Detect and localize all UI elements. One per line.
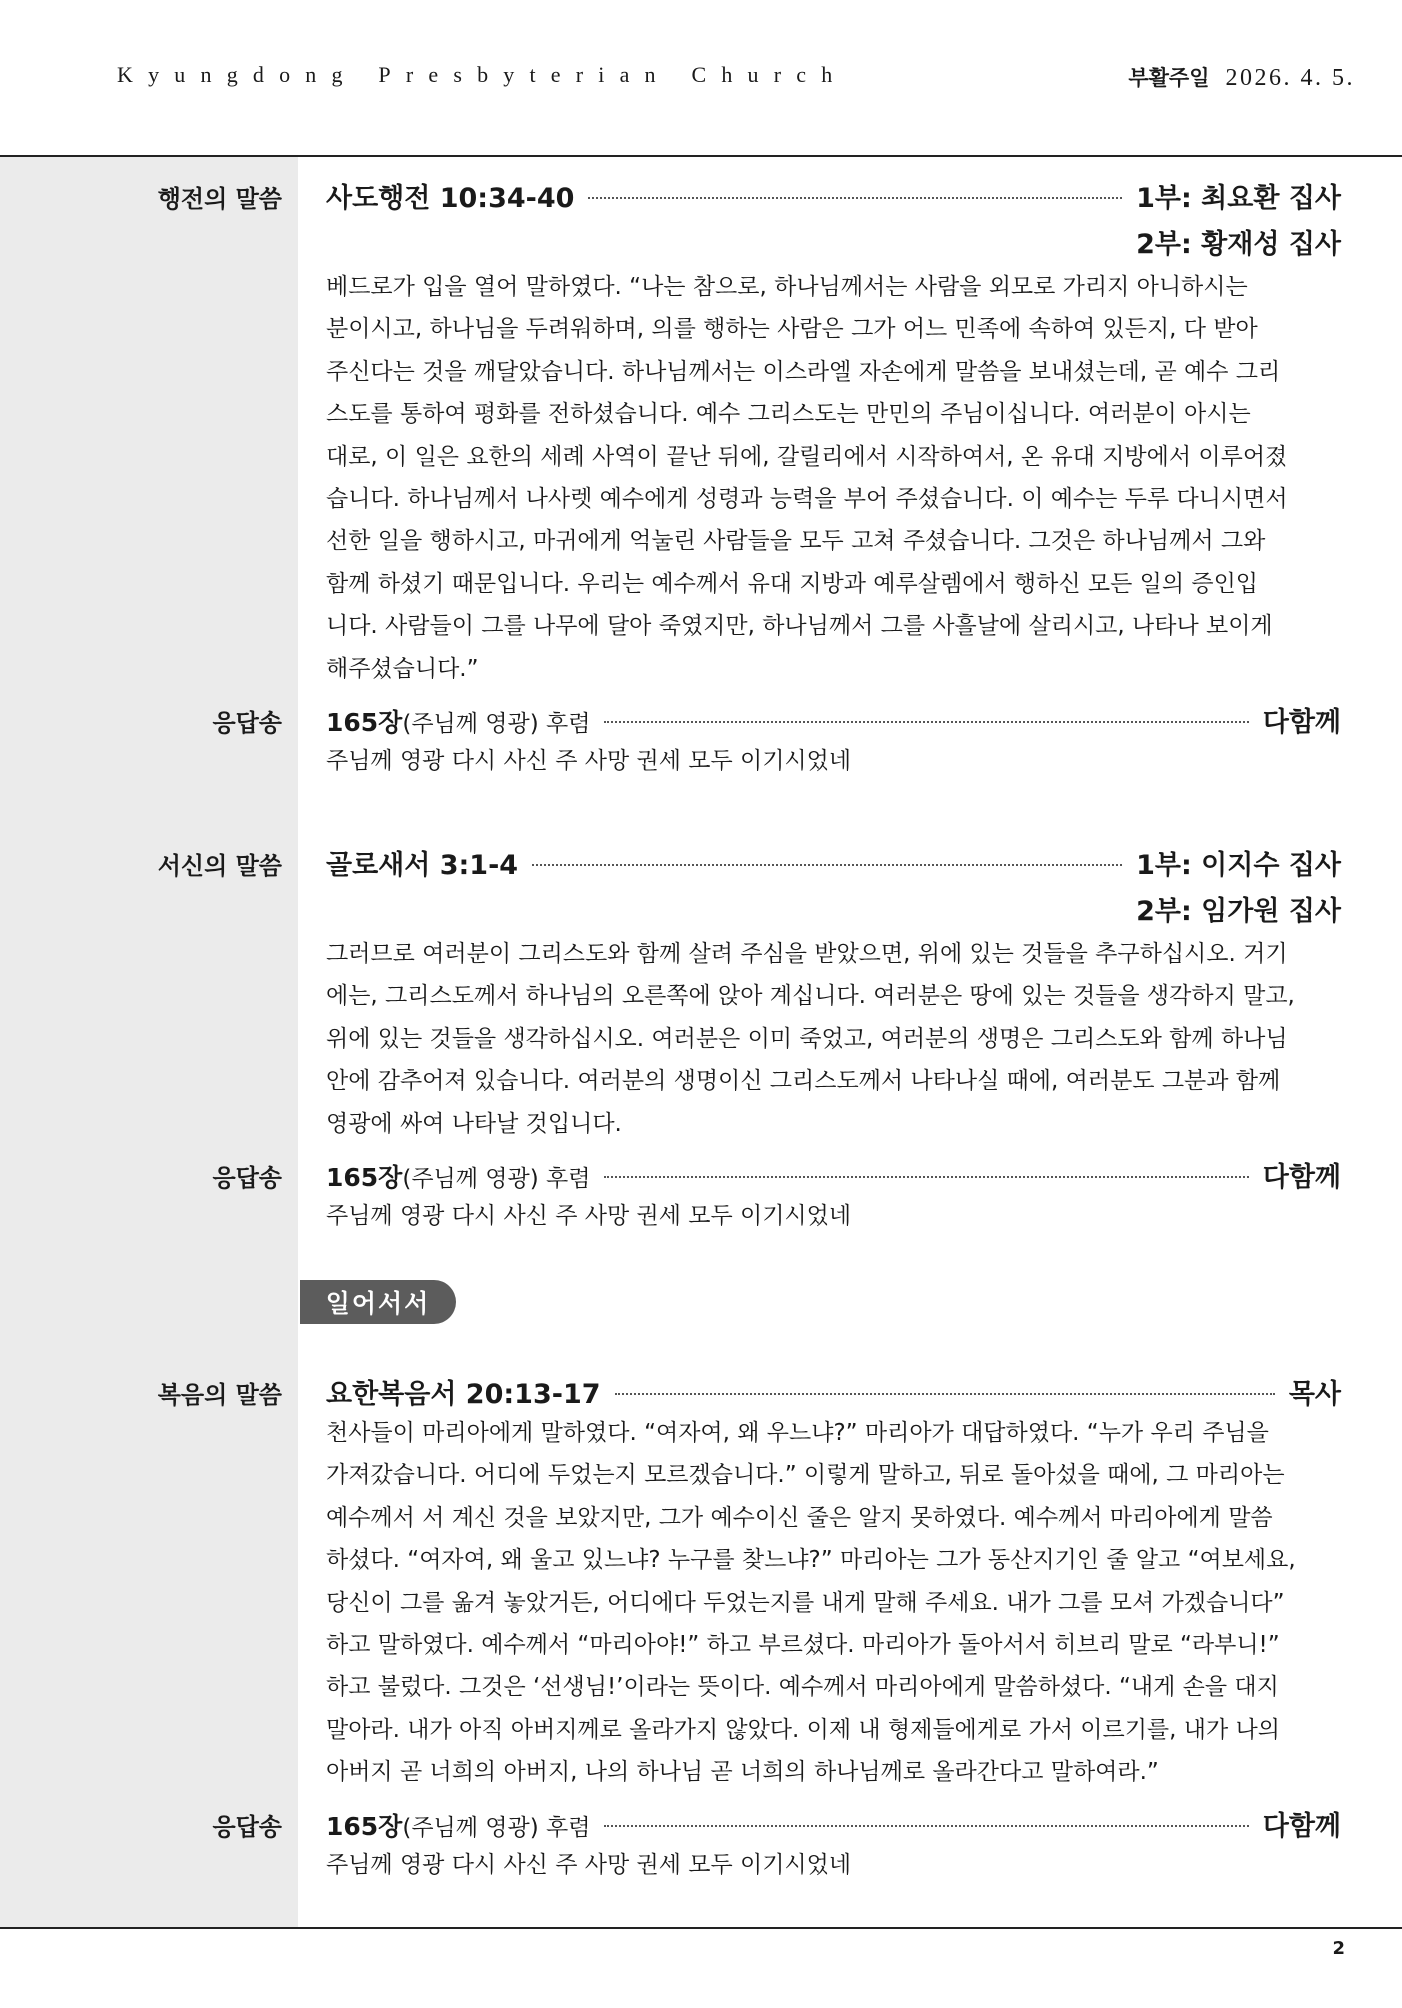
reader-first-service: 1부: 최요환 집사 <box>1136 183 1341 214</box>
text-line: 그러므로 여러분이 그리스도와 함께 살려 주심을 받았으면, 위에 있는 것들을 추구하십시오. 거기 <box>326 941 1288 967</box>
hymn-title <box>326 1158 590 1194</box>
service-date <box>1128 62 1355 92</box>
hymn-name: (주님께 영광) 후렴 <box>402 1814 591 1841</box>
hymn-name: (주님께 영광) 후렴 <box>402 1166 591 1193</box>
leader-dots <box>615 1393 1275 1395</box>
text-line: 안에 감추어져 있습니다. 여러분의 생명이신 그리스도께서 나타나실 때에, 여러분도 그분과 함께 <box>326 1068 1281 1095</box>
text-line: 하고 불렀다. 그것은 ‘선생님!’이라는 뜻이다. 예수께서 마리아에게 말씀하셨다. “내게 손을 대지 <box>326 1674 1279 1701</box>
response-line <box>326 700 1341 739</box>
date-text: 2026. 4. 5. <box>1225 65 1355 91</box>
performer: 다함께 <box>1262 1162 1341 1194</box>
leader-dots <box>604 721 1248 723</box>
response-label: 응답송 <box>212 1164 282 1193</box>
text-line: 당신이 그를 옮겨 놓았거든, 어디에다 두었는지를 내게 말해 주세요. 내가 그를 모셔 가겠습니다” <box>326 1589 1285 1616</box>
leader-dots <box>532 864 1122 866</box>
text-line: 해주셨습니다.” <box>326 655 479 682</box>
response-label: 응답송 <box>212 709 282 738</box>
text-line: 예수께서 서 계신 것을 보았지만, 그가 예수이신 줄은 알지 못하였다. 예수께서 마리아에게 말씀 <box>326 1504 1273 1531</box>
reader-second-service: 2부: 황재성 집사 <box>1136 229 1341 260</box>
text-line: 분이시고, 하나님을 두려워하며, 의를 행하는 사람은 그가 어느 민족에 속하여 있든지, 다 받아 <box>326 316 1258 343</box>
reference-line <box>326 176 1341 215</box>
text-line: 대로, 이 일은 요한의 세례 사역이 끝난 뒤에, 갈릴리에서 시작하여서, 온 유대 지방에서 이루어졌 <box>326 443 1288 470</box>
leader-dots <box>604 1825 1248 1827</box>
church-name: Kyungdong Presbyterian Church <box>117 62 848 87</box>
leader-dots <box>604 1176 1248 1178</box>
leader-dots <box>588 197 1122 199</box>
footer-divider <box>0 1927 1402 1929</box>
section-label: 행전의 말씀 <box>157 185 282 213</box>
text-line: 스도를 통하여 평화를 전하셨습니다. 예수 그리스도는 만민의 주님이십니다. 여러분이 아시는 <box>326 401 1251 428</box>
scripture-text <box>326 1412 1341 1794</box>
hymn-name: (주님께 영광) 후렴 <box>402 711 591 738</box>
section-label: 서신의 말씀 <box>157 852 282 880</box>
service-day-name: 부활주일 <box>1128 66 1210 90</box>
text-line: 주신다는 것을 깨달았습니다. 하나님께서는 이스라엘 자손에게 말씀을 보내셨는데, 곧 예수 그리 <box>326 358 1281 385</box>
reading-section-colossians <box>0 837 1402 1237</box>
text-line: 니다. 사람들이 그를 나무에 달아 죽였지만, 하나님께서 그를 사흘날에 살리시고, 나타나 보이게 <box>326 613 1273 640</box>
scripture-reference: 사도행전 10:34-40 <box>326 183 575 214</box>
stand-up-badge: 일어서서 <box>300 1280 456 1324</box>
text-line: 아버지 곧 너희의 아버지, 나의 하나님 곧 너희의 하나님께로 올라간다고 말하여라.” <box>326 1759 1159 1786</box>
hymn-number: 165장 <box>326 1163 403 1193</box>
text-line: 함께 하셨기 때문입니다. 우리는 예수께서 유대 지방과 예루살렘에서 행하신 모든 일의 증인입 <box>326 570 1259 597</box>
text-line: 하셨다. “여자여, 왜 울고 있느냐? 누구를 찾느냐?” 마리아는 그가 동산지기인 줄 알고 “여보세요, <box>326 1547 1296 1574</box>
page-number: 2 <box>1332 1938 1345 1959</box>
text-line: 천사들이 마리아에게 말하였다. “여자여, 왜 우느냐?” 마리아가 대답하였다. “누가 우리 주님을 <box>326 1420 1269 1446</box>
reference-line <box>326 1372 1341 1411</box>
response-label: 응답송 <box>212 1812 282 1841</box>
hymn-number: 165장 <box>326 708 403 738</box>
page-header <box>0 0 1402 156</box>
text-line: 습니다. 하나님께서 나사렛 예수에게 성령과 능력을 부어 주셨습니다. 이 예수는 두루 다니시면서 <box>326 486 1288 513</box>
text-line: 하고 말하였다. 예수께서 “마리아야!” 하고 부르셨다. 마리아가 돌아서서 히브리 말로 “라부니!” <box>326 1632 1280 1659</box>
text-line: 선한 일을 행하시고, 마귀에게 억눌린 사람들을 모두 고쳐 주셨습니다. 그것은 하나님께서 그와 <box>326 528 1266 555</box>
performer: 다함께 <box>1262 707 1341 739</box>
scripture-text <box>326 266 1341 690</box>
reading-section-gospel <box>0 1366 1402 1886</box>
scripture-reference: 요한복음서 20:13-17 <box>326 1379 601 1410</box>
section-label: 복음의 말씀 <box>157 1381 282 1409</box>
performer: 다함께 <box>1262 1810 1341 1842</box>
reference-line <box>326 843 1341 882</box>
text-line: 영광에 싸여 나타날 것입니다. <box>326 1110 622 1137</box>
scripture-text <box>326 933 1341 1145</box>
reader-first-service: 1부: 이지수 집사 <box>1136 850 1341 881</box>
hymn-lyrics: 주님께 영광 다시 사신 주 사망 권세 모두 이기시었네 <box>326 1203 852 1230</box>
hymn-lyrics: 주님께 영광 다시 사신 주 사망 권세 모두 이기시었네 <box>326 1851 852 1878</box>
hymn-title <box>326 703 590 739</box>
reading-section-acts <box>0 170 1402 782</box>
hymn-number: 165장 <box>326 1811 403 1841</box>
text-line: 가져갔습니다. 어디에 두었는지 모르겠습니다.” 이렇게 말하고, 뒤로 돌아섰을 때에, 그 마리아는 <box>326 1462 1285 1489</box>
reader-second-service: 2부: 임가원 집사 <box>1136 896 1341 927</box>
scripture-reference: 골로새서 3:1-4 <box>326 850 519 881</box>
text-line: 말아라. 내가 아직 아버지께로 올라가지 않았다. 이제 내 형제들에게로 가서 이르기를, 내가 나의 <box>326 1716 1280 1743</box>
hymn-lyrics: 주님께 영광 다시 사신 주 사망 권세 모두 이기시었네 <box>326 748 852 775</box>
response-line <box>326 1155 1341 1194</box>
text-line: 에는, 그리스도께서 하나님의 오른쪽에 앉아 계십니다. 여러분은 땅에 있는 것들을 생각하지 말고, <box>326 983 1295 1010</box>
reader: 목사 <box>1288 1379 1341 1410</box>
text-line: 위에 있는 것들을 생각하십시오. 여러분은 이미 죽었고, 여러분의 생명은 그리스도와 함께 하나님 <box>326 1025 1288 1052</box>
response-line <box>326 1804 1341 1843</box>
text-line: 베드로가 입을 열어 말하였다. “나는 참으로, 하나님께서는 사람을 외모로 가리지 아니하시는 <box>326 274 1248 300</box>
hymn-title <box>326 1807 590 1843</box>
